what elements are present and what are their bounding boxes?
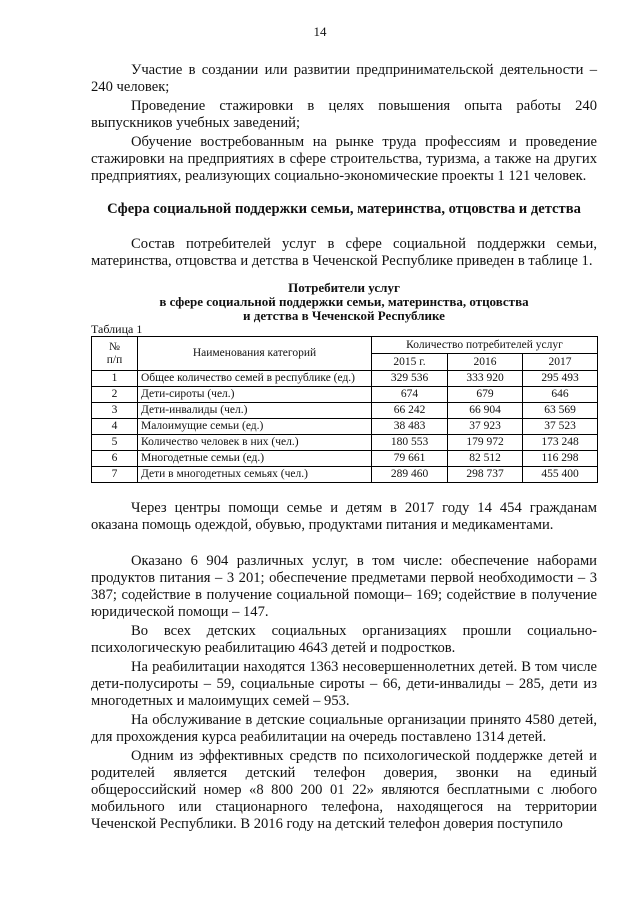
intro-item-1: Участие в создании или развитии предпринимательской деятельности – 240 человек;	[91, 62, 597, 95]
header-num-sub: п/п	[106, 353, 123, 366]
row-value-2015: 180 553	[372, 435, 448, 451]
row-category: Малоимущие семьи (ед.)	[138, 419, 372, 435]
row-category: Дети в многодетных семьях (чел.)	[138, 467, 372, 483]
row-category: Количество человек в них (чел.)	[138, 435, 372, 451]
page-number: 14	[313, 24, 327, 39]
row-value-2016: 37 923	[448, 419, 523, 435]
row-value-2015: 66 242	[372, 403, 448, 419]
header-num	[92, 337, 138, 371]
row-value-2015: 674	[372, 387, 448, 403]
table-row	[92, 435, 598, 451]
table-caption: Таблица 1	[91, 322, 143, 336]
body-paragraph-2: Оказано 6 904 различных услуг, в том числе: обеспечение наборами продуктов питания – 3 201; обеспечение предметами первой необходимости – 3 387; содействие в получение социальной помощи– 169; содействие в получение юридической помощи – 147.	[91, 553, 597, 620]
table-title-line-3: и детства в Чеченской Республике	[243, 308, 445, 323]
row-value-2016: 298 737	[448, 467, 523, 483]
row-value-2016: 333 920	[448, 371, 523, 387]
row-value-2017: 116 298	[523, 451, 598, 467]
header-category: Наименования категорий	[138, 337, 372, 371]
row-value-2015: 289 460	[372, 467, 448, 483]
row-value-2016: 82 512	[448, 451, 523, 467]
row-number: 3	[92, 403, 138, 419]
body-paragraph-1: Через центры помощи семье и детям в 2017 году 14 454 гражданам оказана помощь одеждой, обувью, продуктами питания и медикаментами.	[91, 500, 597, 533]
row-value-2017: 295 493	[523, 371, 598, 387]
header-num-symbol: №	[109, 340, 120, 353]
row-number: 1	[92, 371, 138, 387]
body-paragraph-3: Во всех детских социальных организациях прошли социально-психологическую реабилитацию 4643 детей и подростков.	[91, 623, 597, 656]
row-category: Многодетные семьи (ед.)	[138, 451, 372, 467]
row-value-2015: 329 536	[372, 371, 448, 387]
row-value-2016: 179 972	[448, 435, 523, 451]
row-value-2015: 38 483	[372, 419, 448, 435]
header-year-2017: 2017	[523, 354, 598, 371]
row-value-2016: 679	[448, 387, 523, 403]
row-value-2017: 37 523	[523, 419, 598, 435]
row-number: 4	[92, 419, 138, 435]
row-number: 2	[92, 387, 138, 403]
row-number: 7	[92, 467, 138, 483]
section-lead: Состав потребителей услуг в сфере социальной поддержки семьи, материнства, отцовства и детства в Чеченской Республике приведен в таблице 1.	[91, 236, 597, 269]
table-body	[92, 371, 598, 483]
row-value-2016: 66 904	[448, 403, 523, 419]
intro-item-2: Проведение стажировки в целях повышения опыта работы 240 выпускников учебных заведений;	[91, 98, 597, 131]
row-value-2015: 79 661	[372, 451, 448, 467]
table-row	[92, 387, 598, 403]
body-paragraph-5: На обслуживание в детские социальные организации принято 4580 детей, для прохождения курса реабилитации на очередь поставлено 1314 детей.	[91, 712, 597, 745]
intro-item-3: Обучение востребованным на рынке труда профессиям и проведение стажировки на предприятиях в сфере строительства, туризма, а также на других предприятиях, реализующих социально-экономические проекты 1 121 человек.	[91, 134, 597, 184]
table-row	[92, 403, 598, 419]
table-row	[92, 419, 598, 435]
row-number: 5	[92, 435, 138, 451]
body-paragraph-4: На реабилитации находятся 1363 несовершеннолетних детей. В том числе дети-полусироты – 59, социальные сироты – 66, дети-инвалиды – 285, дети из многодетных и малоимущих семей – 953.	[91, 659, 597, 709]
row-category: Общее количество семей в республике (ед.)	[138, 371, 372, 387]
row-value-2017: 455 400	[523, 467, 598, 483]
table-row	[92, 451, 598, 467]
header-year-2016: 2016	[448, 354, 523, 371]
row-category: Дети-инвалиды (чел.)	[138, 403, 372, 419]
header-year-2015: 2015 г.	[372, 354, 448, 371]
row-value-2017: 646	[523, 387, 598, 403]
table-title-line-1: Потребители услуг	[288, 280, 400, 295]
body-paragraph-6: Одним из эффективных средств по психологической поддержке детей и родителей является детский телефон доверия, звонки на единый общероссийский номер «8 800 200 01 22» являются бесплатными с любого мобильного или стационарного телефона, находящегося на территории Чеченской Республики. В 2016 году на детский телефон доверия поступило	[91, 748, 597, 832]
table-title	[91, 281, 597, 323]
row-value-2017: 63 569	[523, 403, 598, 419]
table-row	[92, 467, 598, 483]
row-value-2017: 173 248	[523, 435, 598, 451]
row-number: 6	[92, 451, 138, 467]
table-row	[92, 371, 598, 387]
header-consumers-count: Количество потребителей услуг	[372, 337, 598, 354]
table-title-line-2: в сфере социальной поддержки семьи, материнства, отцовства	[159, 294, 529, 309]
consumers-table	[91, 336, 598, 483]
row-category: Дети-сироты (чел.)	[138, 387, 372, 403]
section-heading: Сфера социальной поддержки семьи, материнства, отцовства и детства	[107, 201, 581, 217]
